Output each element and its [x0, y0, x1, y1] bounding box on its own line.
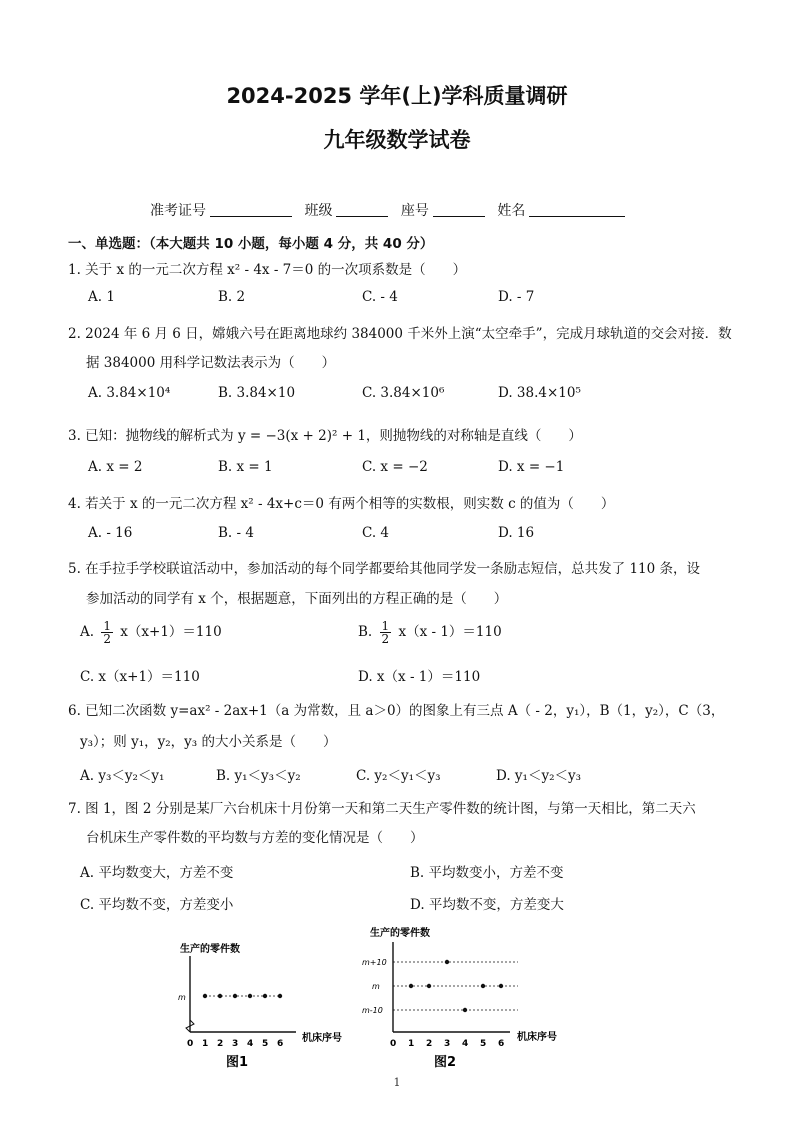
question-6-option-d[interactable]: D. y₁＜y₂＜y₃ — [496, 768, 582, 784]
question-1-option-c[interactable]: C. - 4 — [362, 289, 398, 305]
figure-2-chart — [360, 926, 590, 1076]
fig2-data-point-6 — [499, 984, 503, 988]
question-7-option-a[interactable]: A. 平均数变大，方差不变 — [80, 865, 234, 881]
student-info-line — [150, 200, 633, 220]
fig2-data-point-2 — [427, 984, 431, 988]
class-blank[interactable] — [336, 203, 388, 217]
question-7-option-d[interactable]: D. 平均数不变，方差变大 — [410, 897, 564, 913]
question-4-option-a[interactable]: A. - 16 — [88, 525, 133, 541]
section-heading: 一、单选题：（本大题共 10 小题，每小题 4 分，共 40 分） — [68, 236, 434, 252]
question-2-stem-line2: 据 384000 用科学记数法表示为（ ） — [86, 355, 336, 371]
seat-blank[interactable] — [433, 203, 485, 217]
option-b-label: B. — [358, 624, 373, 640]
figure-1-chart — [168, 938, 368, 1088]
fig2-y-tick-m-minus-10: m-10 — [362, 1006, 383, 1015]
option-a-expression: x（x+1）＝110 — [120, 624, 222, 640]
exam-no-blank[interactable] — [210, 203, 292, 217]
exam-no-label: 准考证号 — [150, 203, 206, 219]
fig2-x-tick-1: 1 — [408, 1039, 415, 1049]
question-2-option-c[interactable]: C. 3.84×10⁶ — [362, 385, 445, 401]
question-3-stem: 3. 已知：抛物线的解析式为 y = −3(x + 2)² + 1，则抛物线的对称轴是直线（ ） — [68, 428, 582, 444]
fig1-x-tick-0: 0 — [187, 1039, 194, 1049]
question-3-option-a[interactable]: A. x = 2 — [88, 459, 143, 475]
fig1-y-label: 生产的零件数 — [180, 944, 240, 955]
fig1-y-tick-m: m — [178, 993, 186, 1002]
question-4-option-c[interactable]: C. 4 — [362, 525, 390, 541]
question-5-stem-line1: 5. 在手拉手学校联谊活动中，参加活动的每个同学都要给其他同学发一条励志短信，总共发了 110 条，设 — [68, 561, 701, 577]
fig1-data-point-1 — [203, 994, 207, 998]
question-2-option-a[interactable]: A. 3.84×10⁴ — [88, 385, 171, 401]
question-5-option-c[interactable]: C. x（x+1）＝110 — [80, 669, 200, 685]
question-6-stem-line2: y₃）；则 y₁，y₂，y₃ 的大小关系是（ ） — [80, 734, 337, 750]
question-3-option-b[interactable]: B. x = 1 — [218, 459, 273, 475]
fig1-x-tick-4: 4 — [247, 1039, 254, 1049]
fig2-x-tick-2: 2 — [426, 1039, 433, 1049]
name-label: 姓名 — [497, 203, 526, 219]
fig1-caption: 图1 — [226, 1055, 249, 1070]
fig1-data-point-3 — [233, 994, 237, 998]
question-2-option-b[interactable]: B. 3.84×10 — [218, 385, 296, 401]
fig2-x-tick-0: 0 — [390, 1039, 397, 1049]
question-7-stem-line2: 台机床生产零件数的平均数与方差的变化情况是（ ） — [86, 830, 424, 846]
question-6-option-c[interactable]: C. y₂＜y₁＜y₃ — [356, 768, 441, 784]
fig2-caption: 图2 — [434, 1055, 457, 1070]
name-blank[interactable] — [529, 203, 625, 217]
question-1-option-b[interactable]: B. 2 — [218, 289, 246, 305]
question-6-stem-line1: 6. 已知二次函数 y=ax² - 2ax+1（a 为常数，且 a＞0）的图象上有三点 A（ - 2，y₁），B（1，y₂），C（3， — [68, 703, 725, 719]
fig1-data-point-4 — [248, 994, 252, 998]
exam-title: 2024-2025 学年(上)学科质量调研 — [226, 84, 568, 108]
seat-label: 座号 — [400, 203, 429, 219]
fig2-x-tick-3: 3 — [444, 1039, 451, 1049]
class-label: 班级 — [304, 203, 333, 219]
page-number: 1 — [393, 1076, 401, 1089]
question-7-stem-line1: 7. 图 1，图 2 分别是某厂六台机床十月份第一天和第二天生产零件数的统计图，与第一天相比，第二天六 — [68, 801, 696, 817]
question-4-option-d[interactable]: D. 16 — [498, 525, 535, 541]
fig2-x-tick-4: 4 — [462, 1039, 469, 1049]
fig2-y-label: 生产的零件数 — [370, 928, 430, 939]
fig2-x-tick-6: 6 — [498, 1039, 505, 1049]
fraction-half: $\frac{1}{2}$ — [103, 619, 111, 646]
option-b-expression: x（x - 1）＝110 — [398, 624, 502, 640]
fig1-x-tick-2: 2 — [217, 1039, 224, 1049]
fig1-data-point-5 — [263, 994, 267, 998]
fig1-data-point-6 — [278, 994, 282, 998]
fig2-data-point-3 — [445, 960, 449, 964]
fig2-x-label: 机床序号 — [517, 1032, 557, 1043]
question-6-option-a[interactable]: A. y₃＜y₂＜y₁ — [80, 768, 165, 784]
question-2-option-d[interactable]: D. 38.4×10⁵ — [498, 385, 581, 401]
question-1-option-d[interactable]: D. - 7 — [498, 289, 535, 305]
option-a-label: A. — [80, 624, 95, 640]
question-4-option-b[interactable]: B. - 4 — [218, 525, 254, 541]
fig1-x-tick-6: 6 — [277, 1039, 284, 1049]
fig2-y-tick-m: m — [372, 982, 380, 991]
question-2-stem-line1: 2. 2024 年 6 月 6 日，嫦娥六号在距离地球约 384000 千米外上演“太空牵手”，完成月球轨道的交会对接．数 — [68, 326, 732, 342]
fig2-data-point-5 — [481, 984, 485, 988]
fraction-half: $\frac{1}{2}$ — [381, 619, 390, 646]
question-5-option-a[interactable] — [80, 620, 222, 645]
question-5-option-b[interactable] — [358, 620, 502, 645]
question-1-option-a[interactable]: A. 1 — [88, 289, 115, 305]
fig1-x-tick-5: 5 — [262, 1039, 269, 1049]
fig1-x-tick-3: 3 — [232, 1039, 239, 1049]
question-1-stem: 1. 关于 x 的一元二次方程 x² - 4x - 7＝0 的一次项系数是（ ） — [68, 262, 467, 278]
question-5-option-d[interactable]: D. x（x - 1）＝110 — [358, 669, 481, 685]
fig2-data-point-1 — [409, 984, 413, 988]
fig2-x-tick-5: 5 — [480, 1039, 487, 1049]
fig1-data-point-2 — [218, 994, 222, 998]
question-4-stem: 4. 若关于 x 的一元二次方程 x² - 4x+c＝0 有两个相等的实数根，则实数 c 的值为（ ） — [68, 496, 615, 512]
fig1-x-tick-1: 1 — [202, 1039, 209, 1049]
exam-subtitle: 九年级数学试卷 — [323, 128, 471, 152]
question-6-option-b[interactable]: B. y₁＜y₃＜y₂ — [216, 768, 301, 784]
question-3-option-c[interactable]: C. x = −2 — [362, 459, 428, 475]
question-5-stem-line2: 参加活动的同学有 x 个，根据题意，下面列出的方程正确的是（ ） — [86, 591, 508, 607]
fig2-y-tick-m-plus-10: m+10 — [362, 958, 387, 967]
question-7-option-c[interactable]: C. 平均数不变，方差变小 — [80, 897, 234, 913]
fig1-x-label: 机床序号 — [302, 1033, 342, 1044]
question-7-option-b[interactable]: B. 平均数变小，方差不变 — [410, 865, 564, 881]
fig2-data-point-4 — [463, 1008, 467, 1012]
question-3-option-d[interactable]: D. x = −1 — [498, 459, 565, 475]
